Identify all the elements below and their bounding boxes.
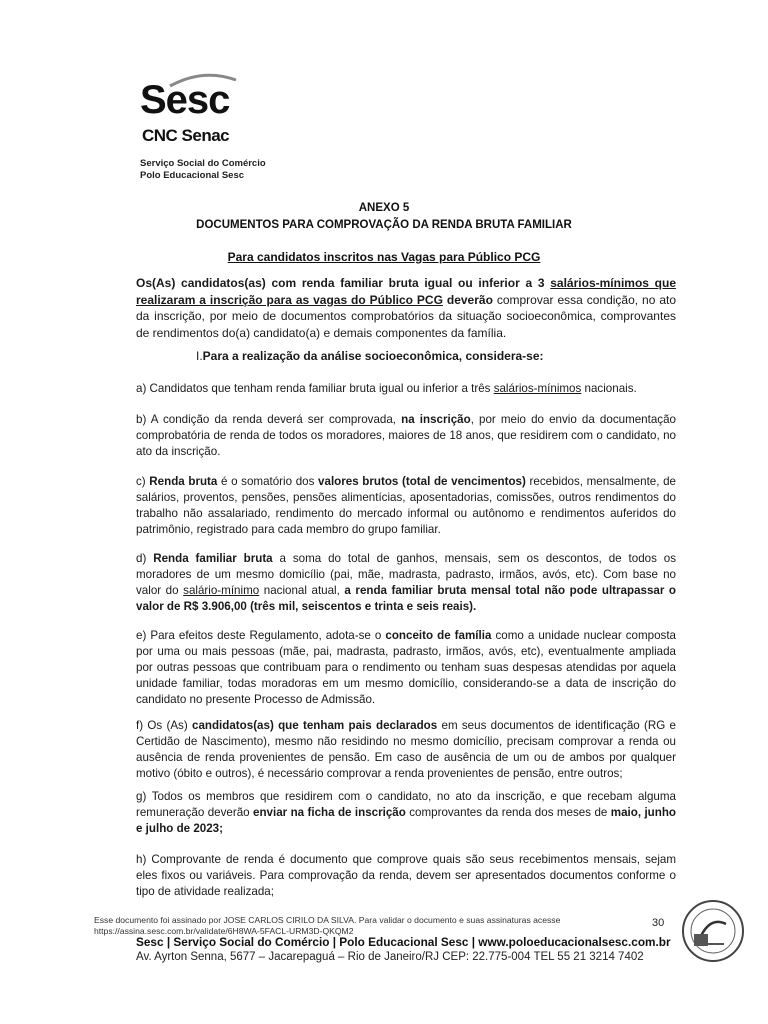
document-subtitle: Para candidatos inscritos nas Vagas para Público PCG: [227, 250, 541, 264]
item-f: [136, 718, 676, 782]
section-heading: [196, 348, 676, 364]
item-d: [136, 551, 676, 615]
item-g-text-2: comprovantes da renda dos meses de: [405, 806, 611, 819]
item-b-bold: na inscrição: [401, 413, 471, 426]
item-b-text-1: b) A condição da renda deverá ser comprovada,: [136, 413, 402, 426]
section-number: I.: [196, 349, 203, 363]
logo-subtitle: CNC Senac: [142, 126, 230, 145]
item-g-bold-2: maio, junho e julho de 2023;: [136, 806, 676, 835]
item-e-bold: conceito de família: [385, 629, 492, 642]
item-d-text-3: nacional atual,: [259, 584, 345, 597]
item-c: [136, 474, 676, 538]
item-d-text-2: a soma do total de ganhos, mensais, sem os descontos, de todos os moradores de um mesmo domicílio (pai, mãe, madrasta, padrasto, irmãos, avós, etc). Com base no valor do: [136, 552, 677, 597]
item-e-text-2: como a unidade nuclear composta por uma ou mais pessoas (mãe, pai, madrasta, padrasto, irmãos, avós, etc), eventualmente ampliada por outras pessoas que contribuam para o rendimento ou tenham suas despesas atendidas por aquela unidade familiar, todas moradoras em um mesmo domicílio, considerando-se a data de inscrição do candidato no presente Processo de Admissão.: [136, 629, 676, 706]
footer-line-2: Av. Ayrton Senna, 5677 – Jacarepaguá – Rio de Janeiro/RJ CEP: 22.775-004 TEL 55 21 3214 7402: [136, 951, 644, 963]
item-b: [136, 412, 676, 460]
item-e: [136, 628, 676, 708]
annex-label: ANEXO 5: [358, 202, 410, 214]
item-c-bold-1: Renda bruta: [149, 475, 218, 488]
page-number: 30: [652, 917, 665, 929]
item-c-bold-2: valores brutos (total de vencimentos): [318, 475, 526, 488]
item-g-text-1: g) Todos os membros que residirem com o candidato, no ato da inscrição, e que recebam alguma remuneração deverão: [136, 790, 676, 819]
item-a-text-2: nacionais.: [581, 382, 637, 395]
item-c-text-3: recebidos, mensalmente, de salários, proventos, pensões, pensões alimentícias, aposentadorias, comissões, outros rendimentos do trabalho não assalariado, rendimento do mercado informal ou autônomo e rendimentos auferidos do patrimônio, registrado para cada membro do grupo familiar.: [136, 475, 676, 536]
document-heading: DOCUMENTOS PARA COMPROVAÇÃO DA RENDA BRUTA FAMILIAR: [196, 219, 572, 231]
signature-notice: [94, 915, 614, 937]
item-a-underlined: salários-mínimos: [493, 382, 582, 395]
item-g-bold-1: enviar na ficha de inscrição: [253, 806, 406, 819]
section-text: Para a realização da análise socioeconômica, considera-se:: [202, 349, 544, 363]
item-h-text: h) Comprovante de renda é documento que comprove quais são seus recebimentos mensais, sejam eles fixos ou variáveis. Para comprovação da renda, devem ser apresentados documentos conforme o tipo de atividade realizada;: [136, 853, 676, 898]
item-a-text-1: a) Candidatos que tenham renda familiar bruta igual ou inferior a três: [136, 382, 494, 395]
item-d-underlined: salário-mínimo: [183, 584, 260, 597]
org-line-2: Polo Educacional Sesc: [140, 170, 245, 181]
signature-line-1: Esse documento foi assinado por JOSE CARLOS CIRILO DA SILVA. Para validar o documento e suas assinaturas acesse: [94, 915, 561, 925]
org-line-1: Serviço Social do Comércio: [140, 158, 266, 169]
item-d-bold-2: a renda familiar bruta mensal total não pode ultrapassar o valor de R$ 3.906,00 (três mil, seiscentos e trinta e seis reais).: [136, 584, 677, 613]
intro-bold-underlined: salários-mínimos que realizaram a inscrição para as vagas do Público PCG: [136, 276, 676, 307]
item-c-text-2: é o somatório dos: [217, 475, 319, 488]
item-a: [136, 381, 676, 397]
footer-line-1: Sesc | Serviço Social do Comércio | Polo Educacional Sesc | www.poloeducacionalsesc.com.br: [136, 935, 671, 949]
logo-wordmark: Sesc: [140, 78, 230, 122]
intro-paragraph: [136, 275, 676, 341]
intro-bold-2: deverão: [442, 292, 493, 307]
item-f-text-2: em seus documentos de identificação (RG e Certidão de Nascimento), mesmo não residindo no mesmo domicílio, precisam comprovar a renda ou ausência de renda provenientes de pensão. Em caso de ausência de um ou de ambos por qualquer motivo (óbito e outros), é necessário comprovar a renda provenientes de pensão, entre outros;: [136, 719, 676, 780]
item-e-text-1: e) Para efeitos deste Regulamento, adota-se o: [136, 629, 386, 642]
stamp-seal-icon: [680, 898, 746, 964]
item-d-bold-1: Renda familiar bruta: [153, 552, 273, 565]
item-h: [136, 852, 676, 900]
item-d-text-1: d): [136, 552, 154, 565]
item-g: [136, 789, 676, 837]
item-f-text-1: f) Os (As): [136, 719, 192, 732]
organization-name: [140, 158, 266, 182]
intro-bold-1: Os(As) candidatos(as) com renda familiar bruta igual ou inferior a 3: [136, 276, 551, 290]
signature-validation-link[interactable]: https://assina.sesc.com.br/validate/6H8WA-5FACL-URM3D-QKQM2: [94, 926, 354, 936]
item-f-bold: candidatos(as) que tenham pais declarados: [192, 719, 438, 732]
intro-text: comprovar essa condição, no ato da inscrição, por meio de documentos comprobatórios da situação socioeconômica, comprovantes de rendimentos do(a) candidato(a) e demais componentes da família.: [136, 292, 677, 340]
item-c-text-1: c): [136, 475, 150, 488]
item-b-text-2: , por meio do envio da documentação comprobatória de renda de todos os moradores, maiores de 18 anos, que residirem com o candidato, no ato da inscrição.: [136, 413, 676, 458]
